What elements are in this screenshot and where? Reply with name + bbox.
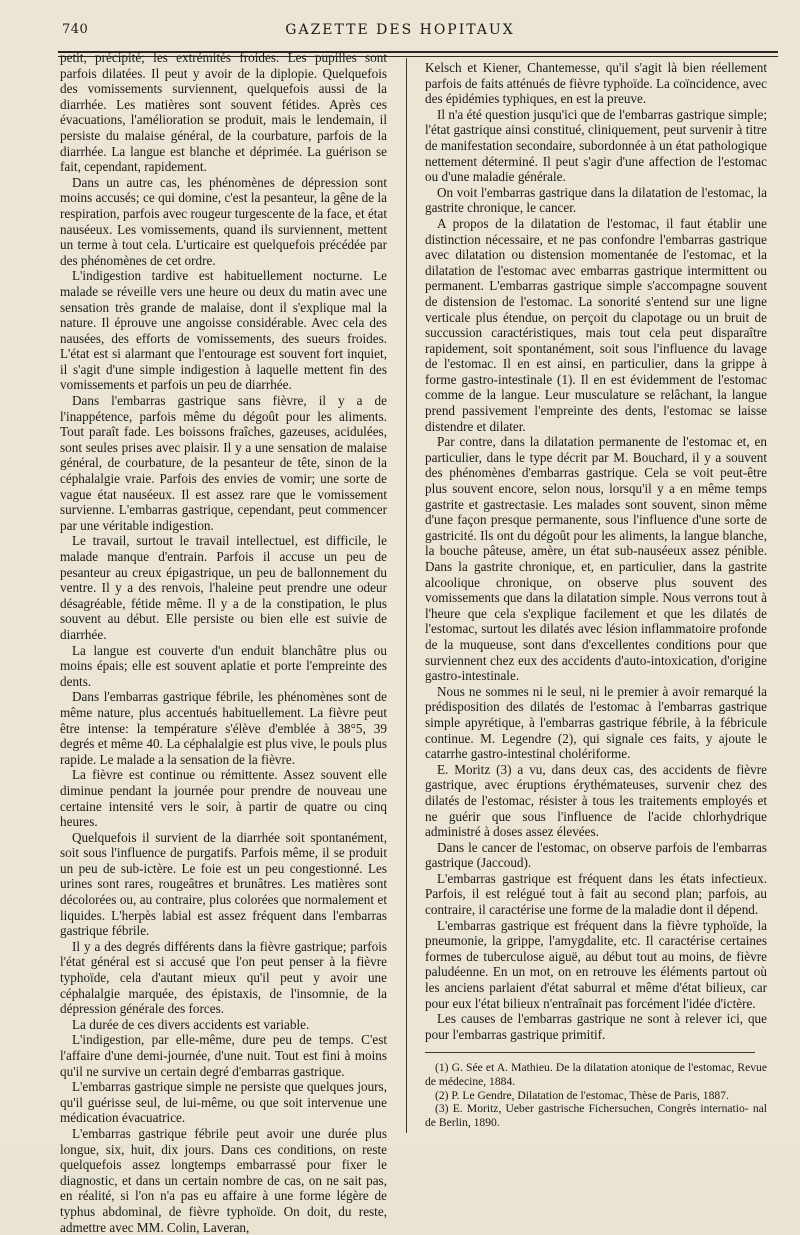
paragraph: L'embarras gastrique est fréquent dans les états infectieux. Parfois, il est relégué tout à fait au second plan; parfois, au contraire, il caractérise une forme de la maladie dont il dépend. — [425, 870, 767, 918]
page-number: 740 — [62, 22, 89, 37]
paragraph: Les causes de l'embarras gastrique ne sont à relever ici, que pour l'embarras gastrique primitif. — [425, 1011, 767, 1042]
paragraph: Dans le cancer de l'estomac, on observe parfois de l'embarras gastrique (Jaccoud). — [425, 839, 767, 871]
paragraph: On voit l'embarras gastrique dans la dilatation de l'estomac, la gastrite chronique, le cancer. — [425, 184, 767, 216]
paragraph: Il n'a été question jusqu'ici que de l'embarras gastrique simple; l'état gastrique ainsi constitué, cliniquement, peut survenir à titre de manifestation secondaire, subordonnée à un état pathologique nettement déterminé. Il peut s'agir d'une affection de l'estomac ou d'une maladie générale. — [425, 106, 767, 185]
paragraph: La fièvre est continue ou rémittente. Assez souvent elle diminue pendant la journée pour prendre de nouveau une certaine intensité vers le soir, à partir de quatre ou cinq heures. — [60, 767, 387, 830]
right-column — [425, 60, 767, 1129]
paragraph: Dans l'embarras gastrique fébrile, les phénomènes sont de même nature, plus accentués habituellement. La fièvre peut être intense: la température s'élève d'emblée à 38°5, 39 degrés et même 40. La céphalalgie est plus vive, le pouls plus rapide. Le malade a la sensation de la fièvre. — [60, 689, 387, 767]
paragraph: L'indigestion, par elle-même, dure peu de temps. C'est l'affaire d'une demi-journée, d'une nuit. Tout est fini à moins qu'il ne survive un certain degré d'embarras gastrique. — [60, 1032, 387, 1079]
paragraph: L'embarras gastrique fébrile peut avoir une durée plus longue, six, huit, dix jours. Dans ces conditions, on reste quelquefois assez longtemps embarrassé pour fixer le diagnostic, et dans un certain nombre de cas, on ne sait pas, en réalité, si l'on n'a pas eu affaire à une forme légère de typhus abdominal, de fièvre typhoïde. On doit, du reste, admettre avec MM. Colin, Laveran, — [60, 1125, 387, 1235]
column-divider — [406, 58, 407, 1133]
footnote-rule — [425, 1052, 755, 1053]
paragraph: petit, précipité; les extrémités froides. Les pupilles sont parfois dilatées. Il peut y avoir de la diplopie. Quelquefois des vomissements surviennent, quelquefois aussi de la diarrhée. Les matières sont souvent fétides. Après ces évacuations, l'amélioration se produit, mais le lendemain, il persiste du malaise général, de la courbature, parfois de la diarrhée. La langue est blanche et déprimée. La guérison se fait, cependant, rapidement. — [60, 50, 387, 175]
footnotes — [425, 1061, 767, 1129]
paragraph: Par contre, dans la dilatation permanente de l'estomac et, en particulier, dans le type décrit par M. Bouchard, il y a souvent des phénomènes d'embarras gastrique. Cela se voit peut-être plus souvent encore, selon nous, lorsqu'il y a en même temps gastrite et gastrectasie. Les malades sont souvent, sinon même d'une façon presque permanente, sous l'influence d'une sorte de gastricité. Ils ont du dégoût pour les aliments, la langue blanche, la bouche pâteuse, amère, un état sub-nauséeux assez pénible. Dans la gastrite chronique, et, en particulier, dans la gastrite alcoolique chronique, on observe plus souvent des vomissements que dans la dilatation simple. Nous verrons tout à l'heure que cela s'explique facilement et que les dilatés de l'estomac, surtout les dilatés avec lésion inflammatoire profonde de la muqueuse, sont dans d'excellentes conditions pour que surviennent chez eux des accidents d'auto-intoxication, d'origine gastro-intestinale. — [425, 434, 767, 684]
paragraph: L'embarras gastrique est fréquent dans la fièvre typhoïde, la pneumonie, la grippe, l'amygdalite, etc. Il caractérise certaines formes de tuberculose aiguë, au début tout au moins, de fièvre paludéenne. En un mot, on en retrouve les éléments partout où les anciens parlaient d'état saburral et même d'état bilieux, car pour eux l'état bilieux n'entraînait pas forcément l'idée d'ictère. — [425, 917, 767, 1011]
page-header — [0, 22, 800, 46]
paragraph: L'embarras gastrique simple ne persiste que quelques jours, qu'il guérisse seul, de lui-même, ou que soit intervenue une médication évacuatrice. — [60, 1079, 387, 1126]
paragraph: E. Moritz (3) a vu, dans deux cas, des accidents de fièvre gastrique, avec éruptions érythémateuses, survenir chez des dilatés de l'estomac, résister à tous les traitements employés et ne guérir que sous l'influence de l'acide chlorhydrique administré à doses assez élevées. — [425, 761, 767, 840]
paragraph: Nous ne sommes ni le seul, ni le premier à avoir remarqué la prédisposition des dilatés de l'estomac à l'embarras gastrique simple apyrétique, à l'embarras gastrique fébrile, à la fébricule continue. M. Legendre (2), qui signale ces faits, y ajoute le catarrhe gastro-intestinal cholériforme. — [425, 683, 767, 762]
paragraph: Kelsch et Kiener, Chantemesse, qu'il s'agit là bien réellement parfois de faits atténués de fièvre typhoïde. La coïncidence, avec des épidémies typhiques, en est la preuve. — [425, 60, 767, 107]
paragraph: L'indigestion tardive est habituellement nocturne. Le malade se réveille vers une heure ou deux du matin avec une sensation très grande de malaise, dont il s'explique mal la nature. Il éprouve une angoisse considérable. Avec cela des nausées, des efforts de vomissements, des sueurs froides. L'état est si alarmant que l'entourage est souvent fort inquiet, il s'agit d'une simple indigestion à laquelle mettent fin des vomissements et parfois un peu de diarrhée. — [60, 268, 387, 393]
right-column-body — [425, 60, 767, 1042]
footnote: (3) E. Moritz, Ueber gastrische Fichersuchen, Congrès internatio- nal de Berlin, 1890. — [425, 1102, 767, 1129]
paragraph: Dans l'embarras gastrique sans fièvre, il y a de l'inappétence, parfois même du dégoût pour les aliments. Tout paraît fade. Les boissons fraîches, gazeuses, acidulées, sont seules prises avec plaisir. Il y a une sensation de malaise général, de courbature, de la pesanteur de tête, sinon de la céphalalgie vraie. Parfois des envies de vomir; une sorte de vague état nauséeux. Il est assez rare que le vomissement survienne. L'embarras gastrique, cependant, peut commencer par une véritable indigestion. — [60, 393, 387, 533]
paragraph: Quelquefois il survient de la diarrhée soit spontanément, soit sous l'influence de purgatifs. Parfois même, il se produit un peu de sub-ictère. Le foie est un peu congestionné. Les urines sont rares, rougeâtres et brunâtres. Les matières sont décolorées ou, au contraire, plus colorées que normalement et liquides. L'herpès labial est assez fréquent dans l'embarras gastrique fébrile. — [60, 829, 387, 939]
footnote: (2) P. Le Gendre, Dilatation de l'estomac, Thèse de Paris, 1887. — [435, 1088, 729, 1102]
paragraph: La langue est couverte d'un enduit blanchâtre plus ou moins épais; elle est souvent aplatie et porte l'empreinte des dents. — [60, 642, 387, 689]
paragraph: Le travail, surtout le travail intellectuel, est difficile, le malade manque d'entrain. Parfois il accuse un peu de pesanteur au creux épigastrique, un peu de ballonnement du ventre. Il y a des renvois, l'haleine peut prendre une odeur désagréable, fétide même. Il y a de la constipation, le plus souvent au début. Elle persiste ou bien elle est suivie de diarrhée. — [60, 533, 387, 642]
paragraph: A propos de la dilatation de l'estomac, il faut établir une distinction nécessaire, et ne pas confondre l'embarras gastrique avec dilatation ou distension momentanée de l'estomac, et la dilatation de l'estomac avec embarras gastrique intermittent ou permanent. L'embarras gastrique simple s'accompagne souvent de distension de l'estomac. La sonorité s'entend sur une ligne verticale plus étendue, on perçoit du clapotage ou un bruit de succussion caractéristiques, mais tout cela peut disparaître rapidement, soit spontanément, soit sous l'influence du lavage de l'estomac. Il en est ainsi, en particulier, dans la grippe à forme gastro-intestinale (1). Il en est évidemment de l'estomac comme de la langue. Leur musculature se relâchant, la langue prend passivement l'empreinte des dents, l'estomac se laisse distendre et dilater. — [425, 215, 767, 434]
paragraph: La durée de ces divers accidents est variable. — [72, 1016, 310, 1032]
paragraph: Il y a des degrés différents dans la fièvre gastrique; parfois l'état général est si accusé que l'on peut penser à la fièvre typhoïde, cela d'autant mieux qu'il peut y avoir une céphalalgie marquée, des épistaxis, de l'insomnie, de la dépression générale des forces. — [60, 938, 387, 1017]
running-title: GAZETTE DES HOPITAUX — [285, 22, 515, 38]
footnote: (1) G. Sée et A. Mathieu. De la dilatation atonique de l'estomac, Revue de médecine, 1884. — [425, 1061, 767, 1088]
left-column — [60, 50, 387, 1235]
paragraph: Dans un autre cas, les phénomènes de dépression sont moins accusés; ce qui domine, c'est la pesanteur, la gêne de la respiration, parfois avec rougeur turgescente de la face, et état nauséeux. Les vomissements, quand ils surviennent, mettent un terme à tout cela. L'urticaire est quelquefois précédée par des phénomènes de cet ordre. — [60, 174, 387, 268]
